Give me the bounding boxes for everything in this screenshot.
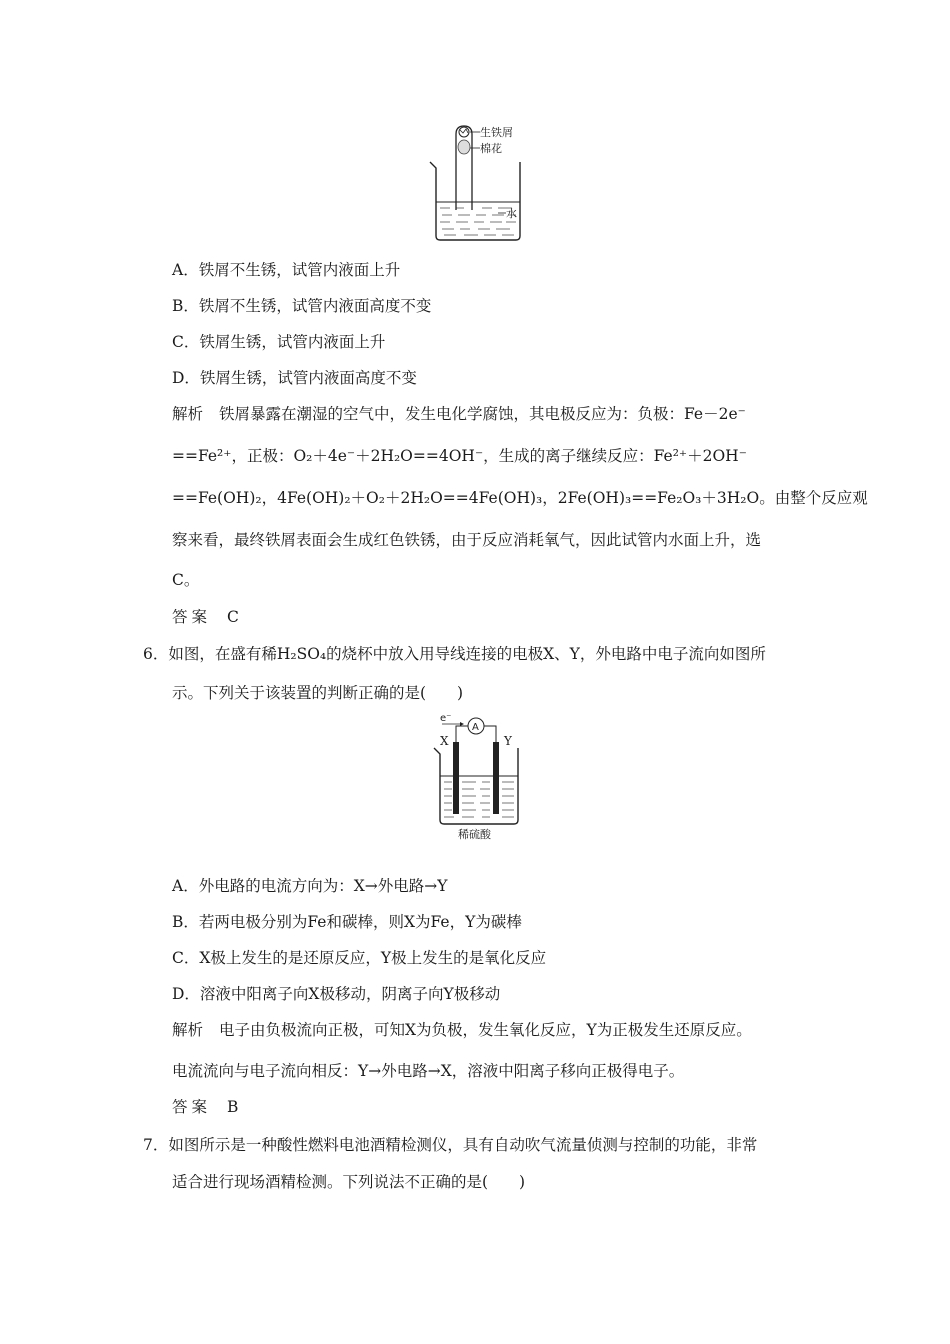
ammeter-label: A [472, 722, 479, 733]
q7-stem-line-2: 适合进行现场酒精检测。下列说法不正确的是( ) [172, 1173, 526, 1191]
q6-analysis-label: 解析 [172, 1021, 204, 1039]
q7-number: 7． [143, 1136, 169, 1154]
q6-answer [172, 1097, 238, 1117]
q6-option-a: A．外电路的电流方向为：X→外电路→Y [172, 877, 448, 895]
q5-analysis-line-4: 察来看，最终铁屑表面会生成红色铁锈，由于反应消耗氧气，因此试管内水面上升，选 [172, 531, 762, 549]
q6-stem-line-1: 6．如图，在盛有稀H₂SO₄的烧杯中放入用导线连接的电极X、Y，外电路中电子流向如图所 [143, 645, 766, 663]
q5-option-d: D．铁屑生锈，试管内液面高度不变 [172, 369, 417, 387]
label-iron-filings: 生铁屑 [480, 126, 513, 139]
q5-answer [172, 607, 239, 627]
electrode-y-label: Y [504, 734, 512, 748]
q6-analysis-line-1: 解析 电子由负极流向正极，可知X为负极，发生氧化反应，Y为正极发生还原反应。 [172, 1021, 752, 1039]
q6-number: 6． [143, 645, 169, 663]
q5-analysis-line-1: 解析 铁屑暴露在潮湿的空气中，发生电化学腐蚀，其电极反应为：负极：Fe－2e⁻ [172, 405, 746, 423]
label-water: 水 [506, 207, 517, 220]
solution-label: 稀硫酸 [458, 828, 491, 841]
q6-option-b: B．若两电极分别为Fe和碳棒，则X为Fe，Y为碳棒 [172, 913, 522, 931]
q5-analysis-line-2: ==Fe²⁺，正极：O₂＋4e⁻＋2H₂O==4OH⁻，生成的离子继续反应：Fe²⁺＋2OH⁻ [172, 447, 747, 465]
iron-rust-apparatus-figure [420, 120, 530, 245]
q5-option-a: A．铁屑不生锈，试管内液面上升 [172, 261, 401, 279]
label-cotton: 棉花 [480, 142, 502, 155]
q6-stem-line-2: 示。下列关于该装置的判断正确的是( ) [172, 684, 464, 702]
q5-answer-value: C [227, 608, 239, 626]
q7-stem-line-1: 7．如图所示是一种酸性燃料电池酒精检测仪，具有自动吹气流量侦测与控制的功能，非常 [143, 1136, 758, 1154]
galvanic-cell-figure [426, 712, 536, 842]
electrode-x-label: X [440, 734, 449, 748]
q5-analysis-label: 解析 [172, 405, 204, 423]
q5-analysis-line-5: C。 [172, 571, 200, 589]
q6-option-c: C．X极上发生的是还原反应，Y极上发生的是氧化反应 [172, 949, 547, 967]
q6-answer-label: 答案 [172, 1098, 212, 1116]
q5-analysis-line-3: ==Fe(OH)₂，4Fe(OH)₂＋O₂＋2H₂O==4Fe(OH)₃，2Fe(OH)₃==Fe₂O₃＋3H₂O。由整个反应观 [172, 489, 868, 507]
q5-answer-label: 答案 [172, 608, 212, 626]
electron-label: e⁻ [440, 713, 452, 724]
q6-option-d: D．溶液中阳离子向X极移动，阴离子向Y极移动 [172, 985, 501, 1003]
q5-option-c: C．铁屑生锈，试管内液面上升 [172, 333, 386, 351]
q5-option-b: B．铁屑不生锈，试管内液面高度不变 [172, 297, 432, 315]
q6-analysis-line-2: 电流流向与电子流向相反：Y→外电路→X，溶液中阳离子移向正极得电子。 [172, 1062, 685, 1080]
q6-answer-value: B [227, 1098, 239, 1116]
